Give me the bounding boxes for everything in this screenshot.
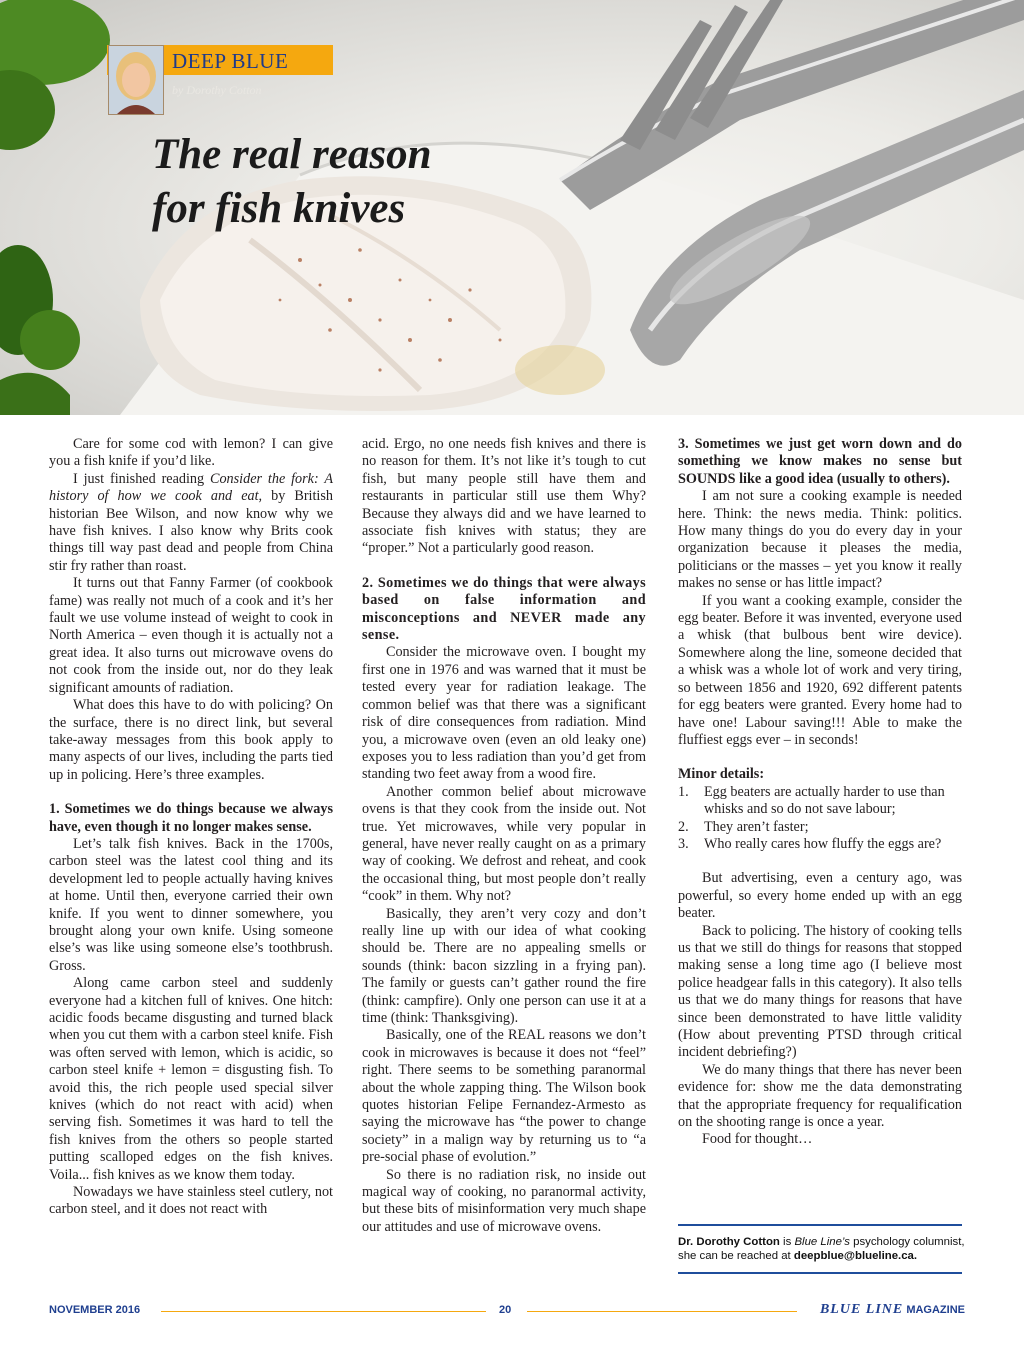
footer-rule-right [527, 1311, 797, 1312]
section-heading: 1. Sometimes we do things because we always have, even though it no longer makes sense. [49, 801, 333, 835]
bio-bottom-rule [678, 1272, 962, 1274]
column-name: DEEP BLUE [172, 49, 289, 73]
article-column-2 [362, 436, 646, 1236]
paragraph: I just finished reading Consider the fork: A history of how we cook and eat, by British historian Bee Wilson, and now know why we have fish knives. I also know why Brits cook things till way past dead and people from China stir fry rather than roast. [49, 470, 333, 574]
minor-details-heading: Minor details: [678, 766, 765, 783]
list-item: 3. Who really cares how fluffy the eggs are? [678, 835, 942, 852]
paragraph: Nowadays we have stainless steel cutlery, not carbon steel, and it does not react with [49, 1184, 333, 1218]
paragraph: Consider the microwave oven. I bought my first one in 1976 and was warned that it must be tested every year for radiation leakage. The common belief was that there was a significant risk of dire consequences from radiation. Mind you, a microwave oven (even an old leaky one) exposes you to less radiation than you’d get from standing two feet away from a wood fire. [362, 644, 646, 783]
paragraph: Back to policing. The history of cooking tells us that we still do things for reasons that stopped making sense a long time ago (I believe most police headgear falls in this category). It also tells us that we do many things for reasons that have since been demonstrated to have little validity (How about preventing PTSD through critical incident debriefing?) [678, 922, 962, 1061]
paragraph: acid. Ergo, no one needs fish knives and there is no reason for them. It’s not like it’s tough to cut fish, but many people still have them and restaurants in particular still use them Why? Because they always did and we have learned to associate fish knives with status; they are “proper.” Not a particularly good reason. [362, 436, 646, 557]
paragraph: Care for some cod with lemon? I can give you a fish knife if you’d like. [49, 436, 333, 470]
author-photo [108, 45, 164, 115]
article-column-3 [678, 436, 962, 1149]
paragraph: If you want a cooking example, consider the egg beater. Before it was invented, everyone used a whisk (that bulbous bent wire device). Somewhere along the line, someone decided that a whisk was a whole lot of work and very tiring, so between 1856 and 1920, 692 different patents for egg beaters were granted. Every home had to have one! Labour saving!!! Able to make the fluffiest eggs ever – in seconds! [678, 592, 962, 748]
paragraph: I am not sure a cooking example is needed here. Think: the news media. Think: politics. How many things do you do every day in your organization because it pleases the media, politicians or the masses – yet you know it really makes no sense or has little impact? [678, 488, 962, 592]
author-bio: Dr. Dorothy Cotton is Blue Line’s psychology columnist, she can be reached at deepblue@blueline.ca. [678, 1236, 965, 1262]
issue-date: NOVEMBER 2016 [49, 1304, 141, 1316]
list-item: 1. Egg beaters are actually harder to use than whisks and so do not save labour; [678, 783, 945, 818]
paragraph: Another common belief about microwave ovens is that they cook from the inside out. Not true. Yet microwaves, while very popular in general, have never really caught on as a primary way of cooking. We defrost and reheat, and cook the occasional thing, but most people don’t really “cook” in them. Why not? [362, 783, 646, 905]
magazine-name: BLUE LINE MAGAZINE [819, 1302, 965, 1317]
title-line-1: The real reason [152, 131, 432, 178]
paragraph: But advertising, even a century ago, was powerful, so every home ended up with an egg beater. [678, 870, 962, 922]
paragraph: So there is no radiation risk, no inside out magical way of cooking, no paranormal activity, but these bits of misinformation very much shape our attitudes and use of microwave ovens. [362, 1166, 646, 1235]
magazine-brand: BLUE LINE [819, 1302, 904, 1317]
section-heading: 3. Sometimes we just get worn down and do something we know makes no sense but SOUNDS like a good idea (usually to others). [678, 436, 962, 487]
title-line-2: for fish knives [152, 185, 406, 232]
article-title [152, 128, 432, 236]
article-column-1 [49, 436, 333, 1219]
paragraph: Along came carbon steel and suddenly everyone had a kitchen full of knives. One hitch: acidic foods became disgusting and turned black when you cut them with a carbon steel knife. Fish was often served with lemon, which is acidic, so carbon steel knife + lemon = disgusting fish. To avoid this, the rich people used special silver knives (which do not react with acid) when serving fish. Sometimes it was hard to tell the fish knives from the others so people started putting scalloped edges on the fish knives. Voila... fish knives as we know them today. [49, 975, 333, 1183]
author-email[interactable]: deepblue@blueline.ca. [793, 1250, 918, 1262]
publication-name: Blue Line’s [794, 1236, 850, 1248]
byline: by Dorothy Cotton [172, 83, 262, 97]
list-item: 2. They aren’t faster; [678, 818, 809, 835]
paragraph: Basically, one of the REAL reasons we don’t cook in microwaves is because it does not “feel” right. There seems to be something paranormal about the whole zapping thing. The Wilson book quotes historian Felipe Fernandez-Armesto as saying the microwave has “the power to change society” in a malign way by returning us to “a pre-social phase of evolution.” [362, 1027, 646, 1166]
parsley-garnish [0, 0, 110, 415]
minor-details-list [678, 784, 962, 854]
paragraph: Let’s talk fish knives. Back in the 1700s, carbon steel was the latest cool thing and its development led to people actually having knives at home. Until then, everyone carried their own knife. If you went to dinner somewhere, you brought along your own knife. Using someone else’s was like using someone else’s toothbrush. Gross. [49, 835, 333, 974]
book-title: Consider the fork: A history of how we cook and eat, [49, 470, 333, 505]
hero-image [0, 0, 1024, 415]
paragraph: Basically, they aren’t very cozy and don’t really line up with our idea of what cooking should be. There are no appealing smells or sounds (think: bacon sizzling in a frying pan). The family or guests can’t gather round the fire (think: campfire). Only one person can use it at a time (think: Thanksgiving). [362, 905, 646, 1026]
paragraph: Food for thought… [702, 1131, 813, 1148]
bio-top-rule [678, 1224, 962, 1226]
author-name: Dr. Dorothy Cotton [678, 1236, 780, 1248]
footer-rule-left [161, 1311, 486, 1312]
section-heading: 2. Sometimes we do things that were always based on false information and misconceptions and NEVER made any sense. [362, 574, 646, 644]
paragraph: We do many things that there has never been evidence for: show me the data demonstrating that the appropriate frequency for requalification on the shooting range is once a year. [678, 1061, 962, 1131]
paragraph: What does this have to do with policing? On the surface, there is no direct link, but several take-away messages from this book apply to many aspects of our lives, including the parts tied up in policing. Here’s three examples. [49, 697, 333, 783]
page-number: 20 [499, 1304, 512, 1316]
paragraph: It turns out that Fanny Farmer (of cookbook fame) was really not much of a cook and it’s her fault we use volume instead of weight to cook in North America – even though it is actually not a great idea. It also turns out microwave ovens do not cook from the inside out, nor do they leak significant amounts of radiation. [49, 575, 333, 696]
page-footer [49, 1302, 965, 1322]
